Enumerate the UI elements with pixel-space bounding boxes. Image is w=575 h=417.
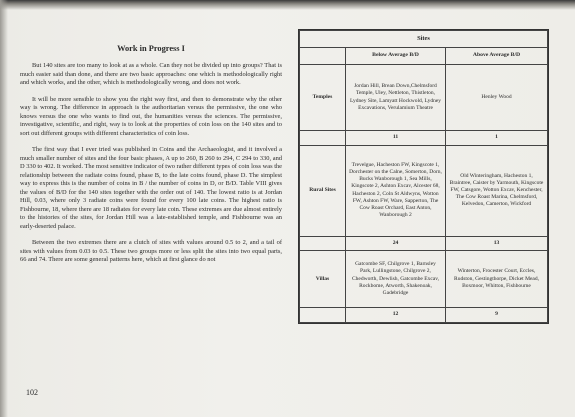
table-header-row — [300, 48, 548, 65]
header-blank-cell — [300, 48, 346, 65]
category-villas: Villas — [300, 251, 346, 308]
villas-below-sites: Gatcombe SF, Chilgrove 1, Barnsley Park, Lullingstone, Chilgrove 2, Chedworth, Dewlish, Gatcombe Excav, Rockbome, Atworth, Shakenoak, Gadebridge — [346, 251, 446, 308]
category-temples: Temples — [300, 65, 346, 131]
page-gutter-shadow — [0, 0, 8, 417]
table-title-row — [300, 31, 548, 48]
villas-above-sites: Winterton, Frocester Court, Eccles, Rudston, Gestingthorpe, Dicket Mead, Boxmoor, Whitton, Fishbourne — [446, 251, 548, 308]
temples-below-sites: Jordan Hill, Brean Down,Chelmsford Temple, Uley, Nettleton, Thistleton, Lydney Site, Lamyatt Hockwold, Lydney Excavations, Verulamium Theatre — [346, 65, 446, 131]
table-title: Sites — [300, 31, 548, 48]
table-count-row — [300, 130, 548, 145]
table-count-row — [300, 236, 548, 251]
temples-above-count: 1 — [446, 130, 548, 145]
villas-below-count: 12 — [346, 308, 446, 323]
count-blank-cell — [300, 308, 346, 323]
table-row — [300, 251, 548, 308]
table-row — [300, 145, 548, 236]
temples-above-sites: Henley Wood — [446, 65, 548, 131]
rural-above-sites: Old Winteringham, Hacheston 1, Braintree, Caister by Yarmouth, Kingscote FW, Catsgore, Wotton Excav, Kenchester, The Cow Roast Marina, Chelmsford, Kelvedon, Camerton, Wickford — [446, 145, 548, 236]
rural-below-count: 24 — [346, 236, 446, 251]
paragraph-1: But 140 sites are too many to look at as a whole. Can they not be divided up into groups? That is much easier said than done, and there are two basic approaches: one which is methodologically right and which works, and the other, which is methodologically wrong, and does not work. — [20, 62, 282, 86]
table-count-row — [300, 308, 548, 323]
villas-above-count: 9 — [446, 308, 548, 323]
header-below-average: Below Average B/D — [346, 48, 446, 65]
text-column — [20, 44, 282, 273]
category-rural-sites: Rural Sites — [300, 145, 346, 236]
count-blank-cell — [300, 236, 346, 251]
header-above-average: Above Average B/D — [446, 48, 548, 65]
count-blank-cell — [300, 130, 346, 145]
rural-below-sites: Trevelgue, Hacheston FW, Kingscote 1, Dorchester on the Calne, Somerton, Dorn, Bucks Wanborough 1, Sea Mills, Kingscote 2, Ashton Excav, Alcester 68, Hacheston 2, Coln St Aldwyns, Wotton FW, Ashton FW, Ware, Sapperton, The Cow Roast Orchard, East Anton, Wanborough 2 — [346, 145, 446, 236]
paragraph-3: The first way that I ever tried was published in Coins and the Archaeologist, and it involved a much smaller number of sites and the four basic phases, A up to 260, B 260 to 294, C 294 to 330, and D 330 to 402. It worked. The most sensitive indicator of two rather different types of coin loss was the relationship between the radiate coins found, phase B, to the late coins found, phase D. The simplest way to express this is the number of coins in B / the number of coins in D, or B/D. Table VIII gives the values of B/D for the 140 sites together with the order out of 140. The lowest ratio is at Jordan Hill, 0.03, where only 3 radiate coins were found for every 100 late coins. The highest ratio is Fishbourne, 18, where there are 18 radiates for every late coin. These extremes are due almost entirely to the histories of the sites, for Jordan Hill was a late-established temple, and Fishbourne was an early-deserted palace. — [20, 146, 282, 230]
paragraph-4: Between the two extremes there are a clutch of sites with values around 0.5 to 2, and a tail of sites with values from 0.03 to 0.5. These two groups more or less split the sites into two equal parts, 66 and 74. There are some general patterns here, which at first glance do not — [20, 239, 282, 263]
section-heading: Work in Progress I — [117, 44, 185, 53]
sites-table-grid — [299, 30, 548, 323]
temples-below-count: 11 — [346, 130, 446, 145]
page-number: 102 — [26, 388, 38, 397]
rural-above-count: 13 — [446, 236, 548, 251]
table-row — [300, 65, 548, 131]
sites-table — [298, 29, 549, 324]
paragraph-2: It will be more sensible to show you the right way first, and then to demonstrate why the other way is wrong. The difference in approach is the authoritarian versus the permissive, the one who knows versus the one who wants to find out, the humanities versus the sciences. The permissive, investigative, scientific, and right, way is to look at the properties of coin loss on the 140 sites and to sort out different groups with different characteristics of coin loss. — [20, 95, 282, 137]
page-edge-shadow — [0, 0, 575, 10]
